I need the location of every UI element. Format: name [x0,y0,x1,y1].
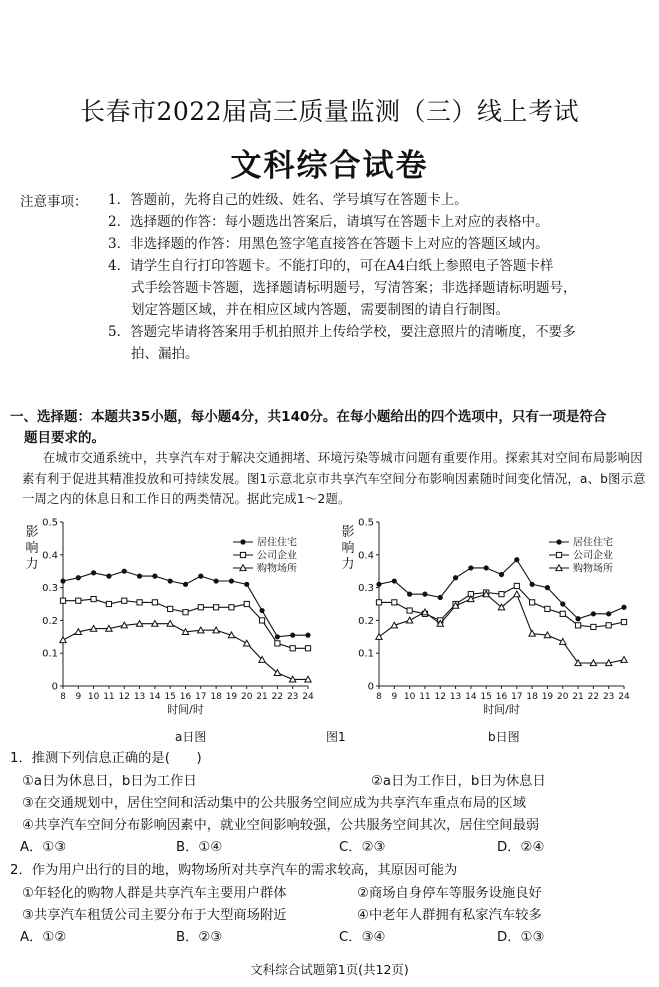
charta-point-triangle [60,637,66,643]
charta-x-tick-label: 23 [286,692,299,702]
chartb-x-tick-label: 22 [587,692,600,702]
q2-stem: 2．作为用户出行的目的地，购物场所对共享汽车的需求较高，其原因可能为 [10,863,458,878]
chartb-point-circle [484,565,489,570]
charta-x-tick-label: 8 [60,692,66,702]
chartb-y-tick-label: 0 [367,681,374,693]
chartb-x-tick-label: 21 [572,692,584,702]
charta-point-circle [275,634,280,639]
chartb-point-square [606,623,611,628]
charta-y-tick-label: 0.3 [42,583,58,595]
chartb-legend-marker [556,539,561,544]
charta-point-square [305,646,310,651]
chartb-point-square [591,624,596,629]
q1-option-1: ①a日为休息日，b日为工作日 [22,774,197,789]
chartb-x-tick-label: 8 [376,692,382,702]
chartb-y-tick-label: 0.2 [358,615,374,627]
chart-a-caption: a日图 [175,730,207,744]
chart-b [334,514,644,744]
charta-point-square [76,598,81,603]
charta-point-square [168,606,173,611]
charta-legend-label: 居住住宅 [257,537,297,549]
q1-choice-b: B．①④ [176,840,223,855]
charta-point-square [244,601,249,606]
chartb-point-square [621,619,626,624]
q2-choice-b: B．②③ [176,930,223,945]
section-heading [10,407,650,449]
chartb-x-tick-label: 13 [449,692,462,702]
chartb-x-tick-label: 20 [557,692,569,702]
notice-item-2: 2．选择题的作答：每小题选出答案后，请填写在答题卡上对应的表格中。 [108,214,549,230]
chartb-point-circle [392,578,397,583]
notice-label: 注意事项： [20,194,88,210]
charta-point-circle [244,582,249,587]
charta-point-circle [183,582,188,587]
charta-x-tick-label: 10 [87,692,100,702]
charta-point-circle [106,574,111,579]
charta-point-circle [229,578,234,583]
charta-point-circle [152,574,157,579]
charta-point-square [198,605,203,610]
q2-option-2: ②商场自身停车等服务设施良好 [357,886,542,901]
chartb-x-tick-label: 11 [419,692,431,702]
charta-x-tick-label: 11 [103,692,115,702]
chartb-point-circle [422,592,427,597]
chartb-point-circle [438,595,443,600]
charta-point-square [91,596,96,601]
charta-point-square [214,605,219,610]
charta-point-triangle [244,640,250,646]
charta-point-circle [214,578,219,583]
chartb-legend-label: 购物场所 [573,563,613,575]
chartb-point-circle [530,582,535,587]
chartb-y-tick-label: 0.1 [358,648,374,660]
charta-point-circle [290,633,295,638]
chartb-x-tick-label: 12 [434,692,446,702]
charta-point-circle [168,578,173,583]
exam-title: 长春市2022届高三质量监测（三）线上考试 [79,97,580,126]
charta-point-circle [122,569,127,574]
chartb-x-tick-label: 15 [480,692,492,702]
charta-x-tick-label: 21 [256,692,268,702]
notice-item-1: 1．答题前，先将自己的姓级、姓名、学号填写在答题卡上。 [108,192,468,208]
charta-y-tick-label: 0.2 [42,615,58,627]
chartb-point-circle [376,582,381,587]
charta-x-tick-label: 12 [118,692,130,702]
figure-caption: 图1 [326,730,346,744]
chartb-x-tick-label: 23 [602,692,615,702]
charta-point-square [183,610,188,615]
q2-option-4: ④中老年人群拥有私家汽车较多 [357,908,542,923]
chartb-point-square [575,623,580,628]
chartb-point-square [514,583,519,588]
notice-item-5-cont: 拍、漏拍。 [131,346,199,362]
section-heading-line2: 题目要求的。 [24,430,105,446]
chartb-y-label-char: 力 [341,557,355,572]
charta-point-square [122,598,127,603]
charta-y-tick-label: 0.4 [42,550,58,562]
chartb-point-circle [545,585,550,590]
q1-choice-a: A．①③ [20,840,67,855]
chartb-x-tick-label: 17 [511,692,523,702]
notice-item-5: 5．答题完毕请将答案用手机拍照并上传给学校，要注意照片的清晰度，不要多 [108,324,576,340]
chartb-point-circle [560,601,565,606]
charta-legend-marker [240,539,245,544]
charta-y-label-char: 影 [25,525,39,540]
charta-y-tick-label: 0.1 [42,648,58,660]
charta-x-tick-label: 13 [133,692,146,702]
charta-legend-marker [240,552,245,557]
chart-a [18,514,328,744]
charta-point-square [259,618,264,623]
charta-x-tick-label: 16 [179,692,192,702]
q2-option-3: ③共享汽车租赁公司主要分布于大型商场附近 [22,908,287,923]
chartb-y-tick-label: 0.5 [358,517,374,529]
charta-x-tick-label: 9 [75,692,82,702]
charta-point-circle [198,574,203,579]
chartb-point-circle [591,611,596,616]
q1-choice-c: C．②③ [339,840,386,855]
chartb-y-label-char: 响 [341,541,355,556]
chartb-legend-marker [556,552,561,557]
charta-legend-label: 购物场所 [257,563,297,575]
charta-legend-label: 公司企业 [257,550,297,562]
charta-x-tick-label: 19 [225,692,238,702]
q2-choice-a: A．①② [20,930,67,945]
charta-y-label-char: 力 [25,557,39,572]
chartb-y-tick-label: 0.4 [358,550,374,562]
charta-point-circle [305,633,310,638]
charta-x-label: 时间/时 [167,703,204,716]
charta-point-circle [60,578,65,583]
chartb-point-circle [499,572,504,577]
charta-point-square [106,601,111,606]
charta-point-circle [91,570,96,575]
chartb-x-tick-label: 14 [465,692,477,702]
q1-option-4: ④共享汽车空间分布影响因素中，就业空间影响较强，公共服务空间其次，居住空间最弱 [22,818,540,833]
notice-item-3: 3．非选择题的作答：用黑色签字笔直接答在答题卡上对应的答题区域内。 [108,236,549,252]
chart-b-caption: b日图 [488,730,520,744]
chartb-legend-label: 居住住宅 [573,537,613,549]
q2-choice-c: C．③④ [339,930,386,945]
q2-option-1: ①年轻化的购物人群是共享汽车主要用户群体 [22,886,287,901]
chartb-x-tick-label: 10 [403,692,416,702]
charta-y-label-char: 响 [25,541,39,556]
charta-x-tick-label: 20 [241,692,253,702]
q1-option-2: ②a日为工作日，b日为休息日 [371,774,546,789]
chartb-point-circle [606,611,611,616]
page-footer: 文科综合试题第1页(共12页) [250,962,409,977]
chartb-point-square [545,606,550,611]
charta-x-tick-label: 17 [195,692,207,702]
chartb-x-tick-label: 19 [541,692,554,702]
charta-series-line-square [63,599,308,648]
chartb-legend-label: 公司企业 [573,550,613,562]
q1-stem: 1．推测下列信息正确的是( ) [10,751,202,766]
charta-point-square [229,605,234,610]
charta-x-tick-label: 14 [149,692,161,702]
charta-point-square [275,641,280,646]
chartb-point-triangle [514,591,520,597]
q2-choice-d: D．①③ [497,930,545,945]
chartb-y-label-char: 影 [341,525,355,540]
chartb-point-circle [621,605,626,610]
charta-x-tick-label: 24 [302,692,314,702]
charta-point-square [137,600,142,605]
chartb-point-square [499,592,504,597]
charta-x-tick-label: 15 [164,692,176,702]
chartb-point-square [376,600,381,605]
charta-point-square [290,646,295,651]
exam-subtitle: 文科综合试卷 [230,148,429,184]
notice-item-4-cont1: 式手绘答题卡答题，选择题请标明题号，写清答案；非选择题请标明题号， [131,280,577,296]
charta-y-tick-label: 0.5 [42,517,58,529]
chartb-point-square [392,600,397,605]
chartb-point-square [560,611,565,616]
material-paragraph: 在城市交通系统中，共享汽车对于解决交通拥堵、环境污染等城市问题有重要作用。探索其对空间布局影响因素有利于促进其精准投放和可持续发展。图1示意北京市共享汽车空间分布影响因素随时间变化情况，a、b图示意一周之内的休息日和工作日的两类情况。据此完成1～2题。 [22,451,646,506]
chartb-x-tick-label: 16 [495,692,508,702]
chartb-point-circle [514,557,519,562]
chartb-point-circle [453,575,458,580]
charta-x-tick-label: 18 [210,692,222,702]
charta-point-circle [259,608,264,613]
q1-option-3: ③在交通规划中，居住空间和活动集中的公共服务空间应成为共享汽车重点布局的区域 [22,796,526,811]
charta-series-line-circle [63,571,308,637]
charta-point-square [152,600,157,605]
charta-point-circle [137,574,142,579]
charta-point-square [60,598,65,603]
chartb-point-square [407,608,412,613]
notice-item-4: 4．请学生自行打印答题卡。不能打印的，可在A4白纸上参照电子答题卡样 [108,258,554,274]
chartb-point-square [530,600,535,605]
chartb-point-circle [407,592,412,597]
q1-choice-d: D．②④ [497,840,545,855]
chartb-point-triangle [406,617,412,623]
chartb-point-triangle [560,639,566,645]
charta-y-tick-label: 0 [51,681,58,693]
charta-x-tick-label: 22 [271,692,284,702]
chartb-x-tick-label: 9 [391,692,398,702]
charta-point-circle [76,575,81,580]
chartb-y-tick-label: 0.3 [358,583,374,595]
notice-item-4-cont2: 划定答题区域，并在相应区域内答题，需要制图的请自行制图。 [131,302,509,318]
chartb-x-tick-label: 24 [618,692,630,702]
chartb-point-circle [468,565,473,570]
section-heading-line1: 一、选择题：本题共35小题，每小题4分，共140分。在每小题给出的四个选项中，只有一项是符合 [10,409,607,425]
chartb-x-tick-label: 18 [526,692,538,702]
chartb-point-triangle [621,657,627,663]
chartb-x-label: 时间/时 [483,703,520,716]
chartb-point-circle [575,616,580,621]
